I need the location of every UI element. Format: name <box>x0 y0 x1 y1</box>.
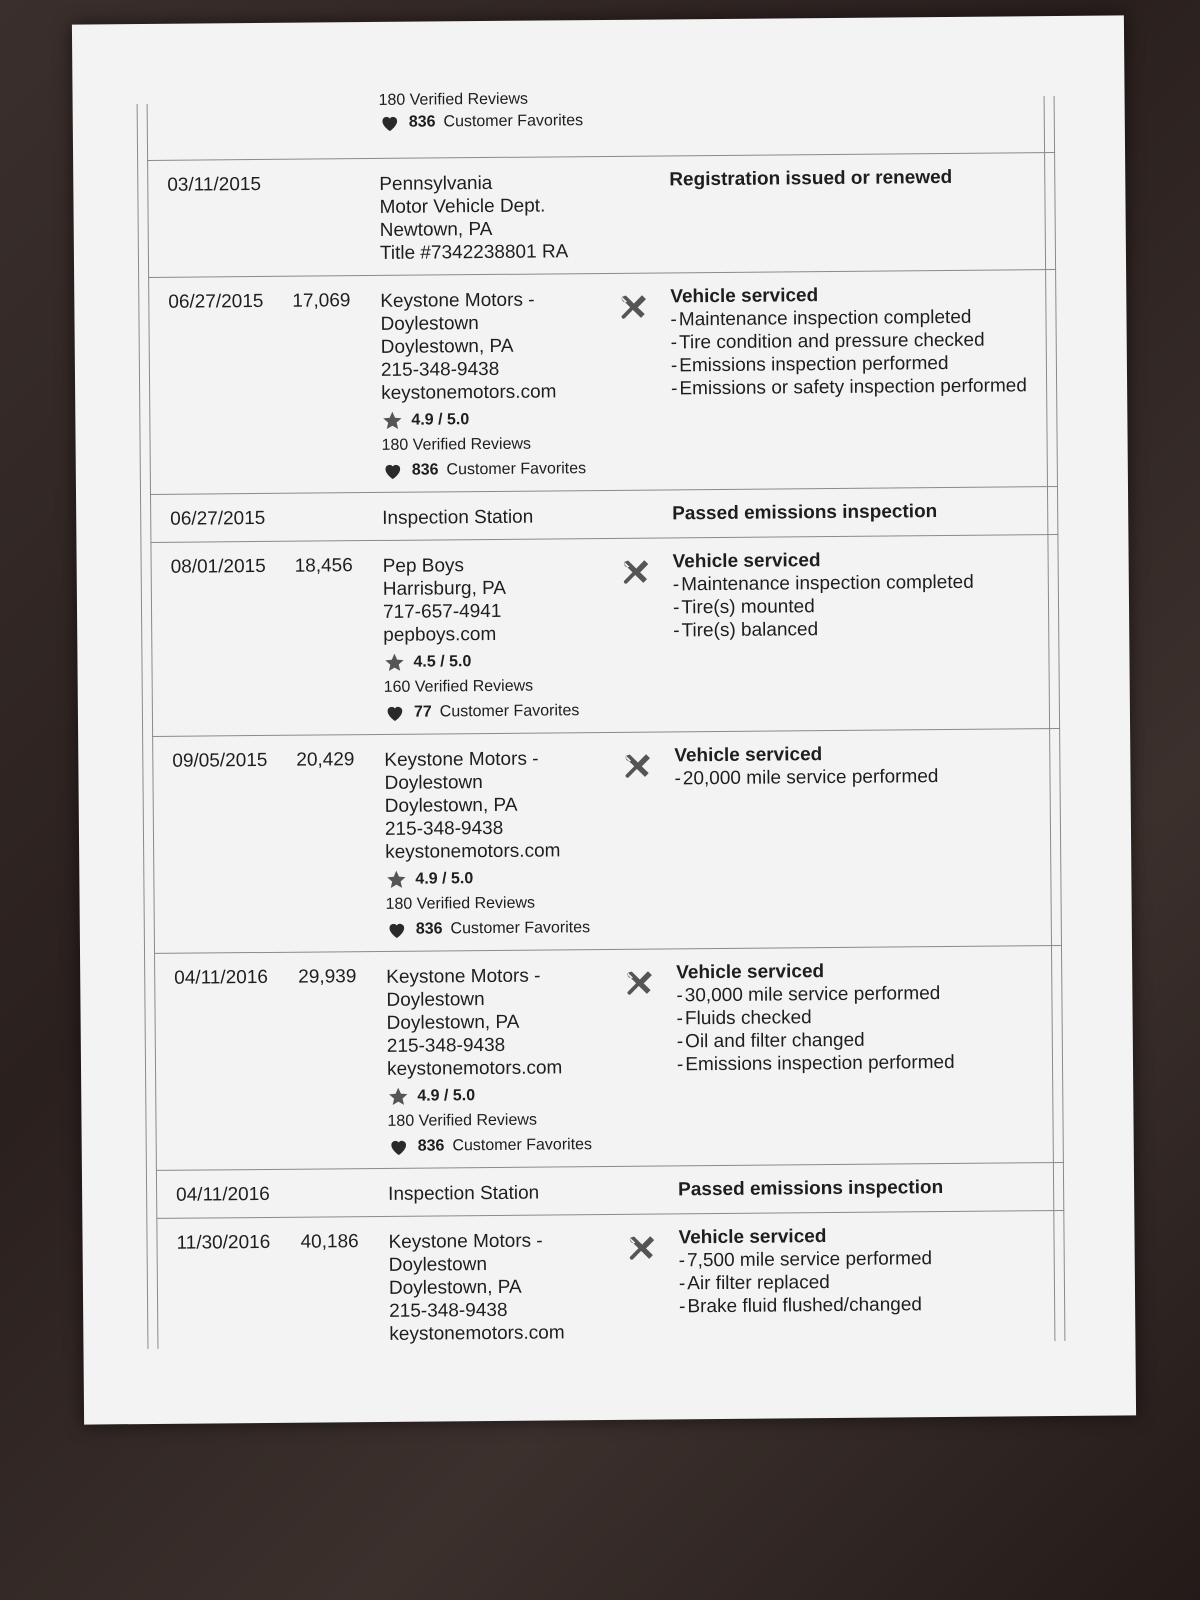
vendor-info <box>383 553 624 724</box>
rating-value: 4.9 / 5.0 <box>415 870 474 888</box>
event-text <box>674 741 1042 790</box>
customer-favorites <box>384 699 624 724</box>
event-text <box>672 499 1040 525</box>
vendor-line: Newtown, PA <box>379 218 493 241</box>
vendor-line: 215-348-9438 <box>386 1034 506 1057</box>
vendor-info <box>382 505 622 530</box>
star-icon <box>381 409 403 431</box>
heart-icon <box>388 1135 410 1157</box>
vendor-line: Keystone Motors - <box>386 965 541 988</box>
rating-value: 4.9 / 5.0 <box>411 411 470 429</box>
favorites-count: 836 <box>415 920 443 938</box>
rating-value: 4.5 / 5.0 <box>413 653 472 671</box>
customer-favorites <box>382 457 622 482</box>
event-details <box>618 282 1039 401</box>
vendor-rating <box>387 1083 627 1108</box>
service-date: 03/11/2015 <box>167 173 262 196</box>
wrench-screwdriver-icon <box>624 968 654 998</box>
vendor-line: Inspection Station <box>382 506 534 529</box>
vendor-line: keystonemotors.com <box>389 1322 565 1345</box>
service-date: 06/27/2015 <box>170 507 266 530</box>
printed-report-page <box>72 15 1136 1424</box>
vendor-line: 717-657-4941 <box>382 600 502 623</box>
history-row <box>152 729 1062 954</box>
vendor-line: keystonemotors.com <box>386 1057 563 1080</box>
event-detail-item: - Maintenance inspection completed <box>673 570 1041 596</box>
heart-icon <box>386 918 408 940</box>
star-icon <box>385 868 407 890</box>
event-details <box>620 499 1040 526</box>
event-title: Registration issued or renewed <box>669 166 953 191</box>
customer-favorites <box>388 1133 628 1158</box>
event-detail-item: - Air filter replaced <box>679 1269 1047 1295</box>
event-detail-item: - Maintenance inspection completed <box>670 305 1038 331</box>
left-border-line <box>137 104 149 1349</box>
event-title: Passed emissions inspection <box>672 501 938 525</box>
history-row <box>150 535 1060 737</box>
vendor-rating <box>381 407 621 432</box>
service-date: 09/05/2015 <box>172 749 268 772</box>
service-date: 04/11/2016 <box>176 1183 270 1206</box>
odometer-mileage: 17,069 <box>292 290 351 312</box>
odometer-mileage: 18,456 <box>294 555 353 577</box>
history-row <box>154 946 1064 1171</box>
event-detail-item: - Tire(s) balanced <box>673 616 1041 642</box>
event-detail-item: - 30,000 mile service performed <box>676 981 1044 1007</box>
customer-favorites <box>379 110 583 134</box>
favorites-count: 836 <box>417 1137 445 1155</box>
wrench-screwdriver-icon <box>622 751 652 781</box>
vehicle-history-table <box>147 84 1066 1358</box>
vendor-info <box>388 1229 629 1346</box>
verified-reviews: 180 Verified Reviews <box>387 1111 537 1130</box>
star-icon <box>383 651 405 673</box>
history-rows <box>147 153 1065 1358</box>
customer-favorites <box>386 916 626 941</box>
event-detail-item: - Tire condition and pressure checked <box>671 328 1039 354</box>
vendor-line: 215-348-9438 <box>384 817 504 840</box>
verified-reviews: 160 Verified Reviews <box>383 677 534 696</box>
vendor-line: keystonemotors.com <box>385 840 561 863</box>
vendor-line: 215-348-9438 <box>389 1299 508 1322</box>
previous-record-tail <box>147 84 1056 161</box>
history-row <box>156 1163 1064 1219</box>
vendor-line: Doylestown <box>384 772 483 794</box>
vendor-line: Title #7342238801 RA <box>379 241 569 264</box>
vendor-info <box>379 171 620 265</box>
vendor-line: Inspection Station <box>388 1182 540 1205</box>
vendor-rating <box>385 866 625 891</box>
favorites-label: Customer Favorites <box>443 112 584 131</box>
wrench-screwdriver-icon <box>621 557 651 587</box>
event-detail-item: - Brake fluid flushed/changed <box>679 1292 1047 1318</box>
event-detail-item: - Tire(s) mounted <box>673 593 1041 619</box>
vendor-info <box>380 288 622 482</box>
odometer-mileage: 29,939 <box>298 966 357 988</box>
previous-vendor-info <box>378 88 583 134</box>
rating-value: 4.9 / 5.0 <box>417 1087 476 1105</box>
odometer-mileage: 40,186 <box>300 1231 359 1253</box>
event-detail-item: - Emissions or safety inspection performed <box>671 374 1039 400</box>
heart-icon <box>384 701 406 723</box>
vendor-rating <box>383 649 623 674</box>
wrench-screwdriver-icon <box>626 1233 656 1263</box>
event-title: Vehicle serviced <box>674 744 823 767</box>
favorites-label: Customer Favorites <box>450 919 591 938</box>
vendor-info <box>386 964 628 1158</box>
vendor-line: Doylestown, PA <box>380 335 514 358</box>
vendor-line: Doylestown, PA <box>388 1276 522 1299</box>
odometer-mileage: 20,429 <box>296 749 355 771</box>
service-date: 06/27/2015 <box>168 290 264 313</box>
service-date: 08/01/2015 <box>170 555 266 578</box>
heart-icon <box>382 459 404 481</box>
event-text <box>676 958 1045 1076</box>
verified-reviews: 180 Verified Reviews <box>385 894 536 913</box>
verified-reviews: 180 Verified Reviews <box>378 90 529 109</box>
vendor-line: Doylestown, PA <box>384 794 518 817</box>
vendor-line: Doylestown <box>380 313 479 335</box>
vendor-line: Doylestown <box>386 989 485 1011</box>
event-text <box>673 547 1042 642</box>
event-detail-item: - 7,500 mile service performed <box>679 1246 1047 1272</box>
event-detail-item: - Fluids checked <box>677 1004 1045 1030</box>
vendor-line: Harrisburg, PA <box>382 577 507 600</box>
vendor-line: Doylestown <box>388 1254 488 1276</box>
event-text <box>678 1175 1046 1201</box>
event-title: Vehicle serviced <box>676 961 825 984</box>
history-row <box>147 153 1056 278</box>
event-details <box>617 165 1037 192</box>
heart-icon <box>379 112 401 134</box>
event-details <box>626 1175 1046 1202</box>
service-date: 04/11/2016 <box>174 966 269 989</box>
service-date: 11/30/2016 <box>176 1231 271 1254</box>
vendor-info <box>388 1181 628 1206</box>
event-title: Vehicle serviced <box>672 550 821 573</box>
history-row <box>148 270 1058 495</box>
event-details <box>621 547 1042 643</box>
event-title: Vehicle serviced <box>678 1226 827 1249</box>
event-details <box>624 958 1045 1077</box>
vendor-line: Keystone Motors - <box>384 748 539 771</box>
event-detail-item: - Emissions inspection performed <box>671 351 1039 377</box>
vendor-line: 215-348-9438 <box>380 358 500 381</box>
event-detail-item: - Emissions inspection performed <box>677 1050 1045 1076</box>
vendor-line: Motor Vehicle Dept. <box>379 195 546 218</box>
history-row <box>156 1211 1065 1358</box>
vendor-line: keystonemotors.com <box>381 381 557 404</box>
history-row <box>150 487 1058 543</box>
favorites-count: 836 <box>411 461 439 479</box>
favorites-label: Customer Favorites <box>452 1136 593 1155</box>
vendor-line: Pep Boys <box>382 555 465 577</box>
wrench-screwdriver-icon <box>618 292 648 322</box>
event-text <box>678 1223 1047 1318</box>
vendor-line: Doylestown, PA <box>386 1011 520 1034</box>
event-detail-item: - Oil and filter changed <box>677 1027 1045 1053</box>
vendor-line: pepboys.com <box>383 623 497 646</box>
vendor-line: Keystone Motors - <box>388 1230 543 1253</box>
event-text <box>669 165 1037 191</box>
favorites-count: 836 <box>408 113 436 131</box>
verified-reviews: 180 Verified Reviews <box>381 435 532 454</box>
event-title: Vehicle serviced <box>670 285 819 308</box>
event-title: Passed emissions inspection <box>678 1177 944 1201</box>
vendor-line: Pennsylvania <box>379 172 493 195</box>
event-text <box>670 282 1039 400</box>
favorites-label: Customer Favorites <box>439 702 580 721</box>
favorites-count: 77 <box>413 703 432 721</box>
favorites-label: Customer Favorites <box>446 460 587 479</box>
vendor-info <box>384 747 626 941</box>
event-details <box>622 741 1042 791</box>
event-details <box>626 1223 1047 1319</box>
star-icon <box>387 1085 409 1107</box>
event-detail-item: - 20,000 mile service performed <box>674 764 1042 790</box>
vendor-line: Keystone Motors - <box>380 289 535 312</box>
